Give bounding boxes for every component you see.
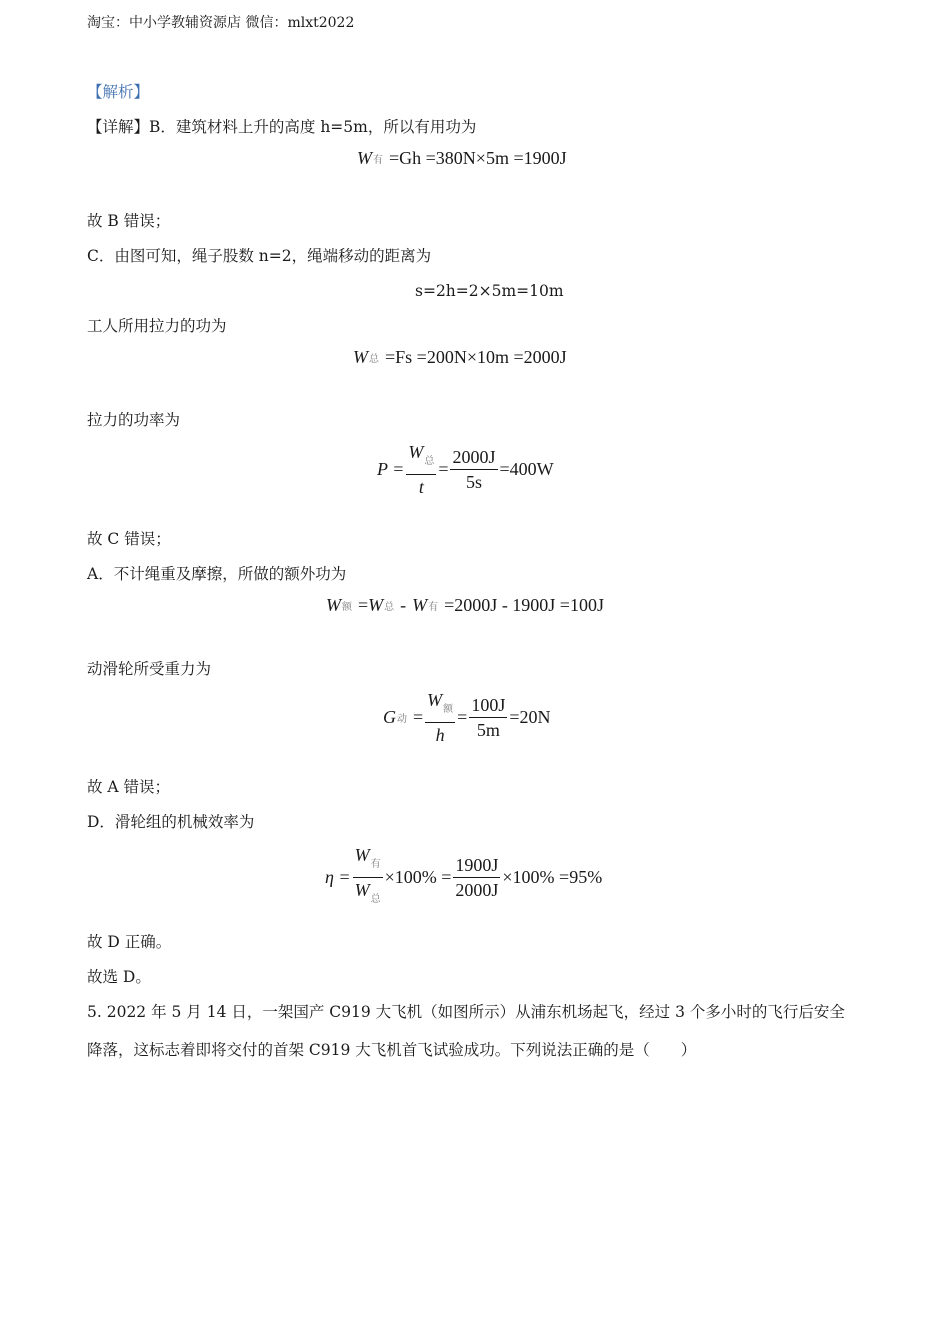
eq4-rhs: =2000J - 1900J =100J (444, 595, 604, 615)
detail-line: 【详解】B．建筑材料上升的高度 h=5m，所以有用功为 (87, 118, 477, 136)
eq6-rhs: ×100% =95% (502, 867, 603, 887)
eq5-eq-sign: = (413, 707, 424, 727)
c-wrong: 故 C 错误； (87, 530, 171, 548)
d-right: 故 D 正确。 (87, 933, 172, 951)
eq3-eq-sign: = (438, 459, 449, 479)
eq5-eq-sign-2: = (457, 707, 468, 727)
eq6-mid: ×100% = (384, 867, 452, 887)
eq4-w2-sub: 有 (428, 602, 439, 613)
eq4-w2: W (412, 595, 428, 615)
eq5-f2-num: 100J (469, 695, 507, 718)
eq2-rhs: =Fs =200N×10m =2000J (385, 347, 567, 367)
eq6-lhs: η = (325, 867, 351, 887)
eq6-f2-num: 1900J (453, 855, 500, 878)
equation-pulley-weight (383, 690, 550, 745)
eq6-f1-num-sub: 有 (370, 859, 381, 870)
equation-power (377, 442, 554, 497)
eq4-eq: = (358, 595, 369, 615)
eq3-f1-num: W (408, 442, 424, 462)
eq4-lhs-sub: 额 (342, 602, 352, 613)
equation-extra-work (326, 595, 604, 616)
eq1-lhs: W (357, 148, 372, 168)
eq3-rhs: =400W (499, 459, 554, 479)
a-line: A．不计绳重及摩擦，所做的额外功为 (87, 565, 347, 583)
power-line: 拉力的功率为 (87, 411, 181, 429)
analysis-label: 【解析】 (87, 83, 150, 101)
eq3-fraction-1 (406, 442, 436, 497)
c-line: C．由图可知，绳子股数 n=2，绳端移动的距离为 (87, 247, 432, 265)
eq3-f2-num: 2000J (450, 447, 497, 470)
eq4-w1: W (368, 595, 384, 615)
equation-distance: s=2h=2×5m=10m (415, 282, 564, 300)
a-wrong: 故 A 错误； (87, 778, 171, 796)
eq5-lhs: G (383, 707, 396, 727)
b-wrong: 故 B 错误； (87, 212, 171, 230)
eq5-f2-den: 5m (476, 720, 500, 740)
eq5-lhs-sub: 动 (397, 714, 407, 725)
eq4-lhs: W (326, 595, 341, 615)
question-5-line-2: 降落，这标志着即将交付的首架 C919 大飞机首飞试验成功。下列说法正确的是（ ） (87, 1041, 697, 1059)
equation-efficiency (325, 845, 602, 910)
answer-line: 故选 D。 (87, 968, 151, 986)
eq3-f1-num-sub: 总 (424, 456, 435, 467)
eq5-f1-num-sub: 额 (443, 704, 454, 715)
eq6-f1-num: W (354, 845, 370, 865)
d-line: D．滑轮组的机械效率为 (87, 813, 255, 831)
equation-total-work (353, 347, 567, 368)
page-header: 淘宝：中小学教辅资源店 微信：mlxt2022 (87, 15, 355, 31)
eq4-w1-sub: 总 (384, 602, 395, 613)
eq1-lhs-sub: 有 (373, 155, 383, 166)
eq3-fraction-2 (450, 447, 497, 492)
eq6-fraction-2 (453, 855, 500, 900)
work-line: 工人所用拉力的功为 (87, 317, 227, 335)
eq3-lhs: P = (377, 459, 405, 479)
eq2-lhs-sub: 总 (369, 354, 379, 365)
eq1-rhs: =Gh =380N×5m =1900J (389, 148, 567, 168)
eq5-f1-den: h (435, 725, 445, 745)
eq6-f1-den: W (354, 880, 370, 900)
eq3-f2-den: 5s (465, 472, 482, 492)
eq6-f1-den-sub: 总 (370, 894, 381, 905)
question-5-line-1: 5. 2022 年 5 月 14 日，一架国产 C919 大飞机（如图所示）从浦东机场起飞，经过 3 个多小时的飞行后安全 (87, 1003, 845, 1021)
eq6-fraction-1 (353, 845, 383, 910)
pulley-line: 动滑轮所受重力为 (87, 660, 212, 678)
eq4-minus: - (400, 595, 407, 615)
eq3-f1-den: t (418, 477, 424, 497)
eq5-f1-num: W (427, 690, 443, 710)
equation-useful-work (357, 148, 567, 169)
eq5-rhs: =20N (509, 707, 551, 727)
eq2-lhs: W (353, 347, 368, 367)
eq5-fraction-2 (469, 695, 507, 740)
eq5-fraction-1 (425, 690, 455, 745)
eq6-f2-den: 2000J (455, 880, 499, 900)
